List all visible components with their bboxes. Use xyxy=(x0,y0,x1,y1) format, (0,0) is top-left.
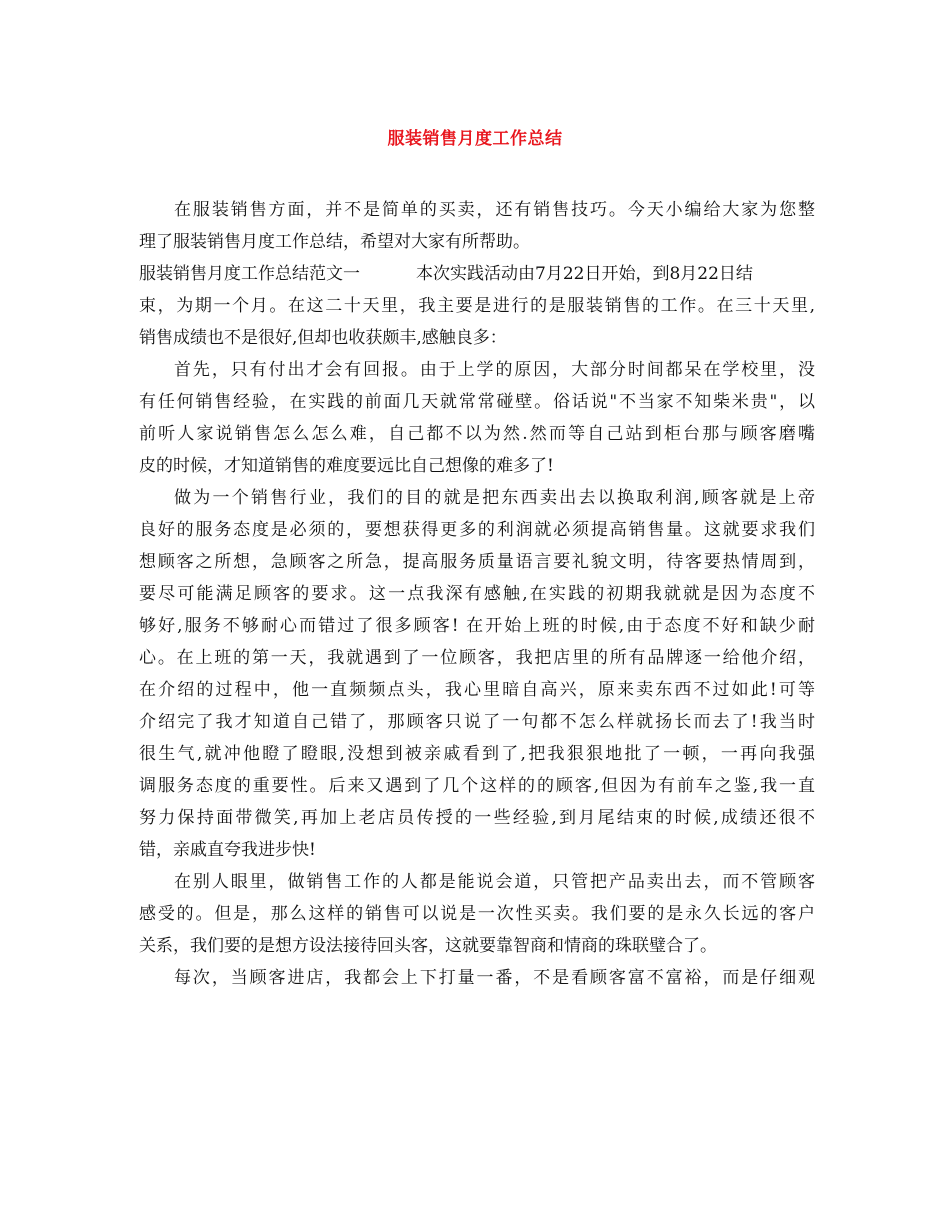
text-line: 做为一个销售行业，我们的目的就是把东西卖出去以换取利润,顾客就是上帝 xyxy=(174,488,815,508)
text-line: 束，为期一个月。在这二十天里，我主要是进行的是服装销售的工作。在三十天里, xyxy=(139,296,815,316)
text-line: 皮的时候，才知道销售的难度要远比自己想像的难多了! xyxy=(139,456,554,476)
text-line: 错，亲戚直夸我进步快! xyxy=(139,840,316,860)
text-line: 调服务态度的重要性。后来又遇到了几个这样的的顾客,但因为有前车之鉴,我一直 xyxy=(139,776,815,796)
text-line: 要尽可能满足顾客的要求。这一点我深有感触,在实践的初期我就就是因为态度不 xyxy=(139,584,815,604)
text-line: 在介绍的过程中，他一直频频点头，我心里暗自高兴，原来卖东西不过如此!可等 xyxy=(139,680,815,700)
text-line: 感受的。但是，那么这样的销售可以说是一次性买卖。我们要的是永久长远的客户 xyxy=(139,904,815,924)
text-line: 很生气,就冲他瞪了瞪眼,没想到被亲戚看到了,把我狠狠地批了一顿，一再向我强 xyxy=(139,744,815,764)
text-line: 良好的服务态度是必须的，要想获得更多的利润就必须提高销售量。这就要求我们 xyxy=(139,520,815,540)
text-line: 理了服装销售月度工作总结，希望对大家有所帮助。 xyxy=(139,232,530,252)
document-title: 服装销售月度工作总结 xyxy=(387,129,563,149)
text-line: 在服装销售方面，并不是简单的买卖，还有销售技巧。今天小编给大家为您整 xyxy=(174,200,815,220)
text-line: 心。在上班的第一天，我就遇到了一位顾客，我把店里的所有品牌逐一给他介绍， xyxy=(139,648,815,668)
text-line: 介绍完了我才知道自己错了，那顾客只说了一句都不怎么样就扬长而去了!我当时 xyxy=(139,712,815,732)
document-body xyxy=(139,194,815,994)
text-line-with-heading xyxy=(139,258,815,290)
text-line: 销售成绩也不是很好,但却也收获颇丰,感触良多： xyxy=(139,328,507,348)
text-line: 在别人眼里，做销售工作的人都是能说会道，只管把产品卖出去，而不管顾客 xyxy=(174,872,815,892)
text-line: 关系，我们要的是想方设法接待回头客，这就要靠智商和情商的珠联璧合了。 xyxy=(139,936,717,956)
text-line: 前听人家说销售怎么怎么难，自己都不以为然.然而等自己站到柜台那与顾客磨嘴 xyxy=(139,424,815,444)
text-line: 本次实践活动由7月22日开始，到8月22日结 xyxy=(416,264,753,284)
section-heading: 服装销售月度工作总结范文一 xyxy=(139,264,360,284)
text-line: 首先，只有付出才会有回报。由于上学的原因，大部分时间都呆在学校里，没 xyxy=(174,360,815,380)
text-line: 每次，当顾客进店，我都会上下打量一番，不是看顾客富不富裕，而是仔细观 xyxy=(174,968,815,988)
text-line: 想顾客之所想，急顾客之所急，提高服务质量语言要礼貌文明，待客要热情周到， xyxy=(139,552,815,572)
text-line: 够好,服务不够耐心而错过了很多顾客! 在开始上班的时候,由于态度不好和缺少耐 xyxy=(139,616,815,636)
text-line: 努力保持面带微笑,再加上老店员传授的一些经验,到月尾结束的时候,成绩还很不 xyxy=(139,808,815,828)
text-line: 有任何销售经验，在实践的前面几天就常常碰壁。俗话说"不当家不知柴米贵"，以 xyxy=(139,392,815,412)
